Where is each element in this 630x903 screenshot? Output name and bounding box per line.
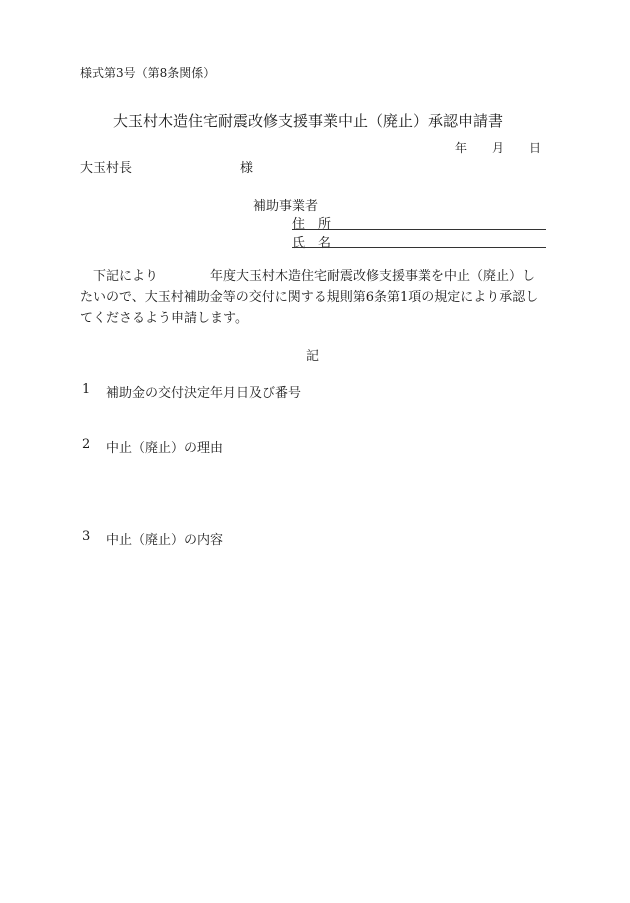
- addressee: 大玉村長: [80, 161, 133, 176]
- item-2-number: 2: [82, 437, 91, 452]
- date-year-label: 年: [455, 141, 468, 155]
- item-3-text: 中止（廃止）の内容: [106, 533, 224, 548]
- date-day-label: 日: [529, 141, 542, 155]
- body-line-2: たいので、大玉村補助金等の交付に関する規則第6条第1項の規定により承認し: [80, 290, 539, 305]
- item-2-text: 中止（廃止）の理由: [106, 441, 224, 456]
- page-title: 大玉村木造住宅耐震改修支援事業中止（廃止）承認申請書: [113, 112, 504, 130]
- body-paragraph: [80, 266, 554, 329]
- date-month-label: 月: [492, 141, 505, 155]
- ki-heading: 記: [306, 349, 320, 364]
- form-number: 様式第3号（第8条関係）: [80, 66, 216, 80]
- body-line-1: 下記により 年度大玉村木造住宅耐震改修支援事業を中止（廃止）し: [93, 269, 536, 284]
- address-field-line: [292, 229, 546, 230]
- item-3-number: 3: [82, 529, 91, 544]
- address-label: 住 所: [292, 217, 332, 232]
- name-field-line: [292, 247, 546, 248]
- name-label: 氏 名: [292, 236, 332, 251]
- body-line-3: てくださるよう申請します。: [80, 311, 248, 326]
- applicant-label: 補助事業者: [253, 199, 319, 214]
- item-1-text: 補助金の交付決定年月日及び番号: [106, 386, 302, 401]
- item-1-number: 1: [82, 382, 91, 397]
- honorific: 様: [240, 161, 254, 176]
